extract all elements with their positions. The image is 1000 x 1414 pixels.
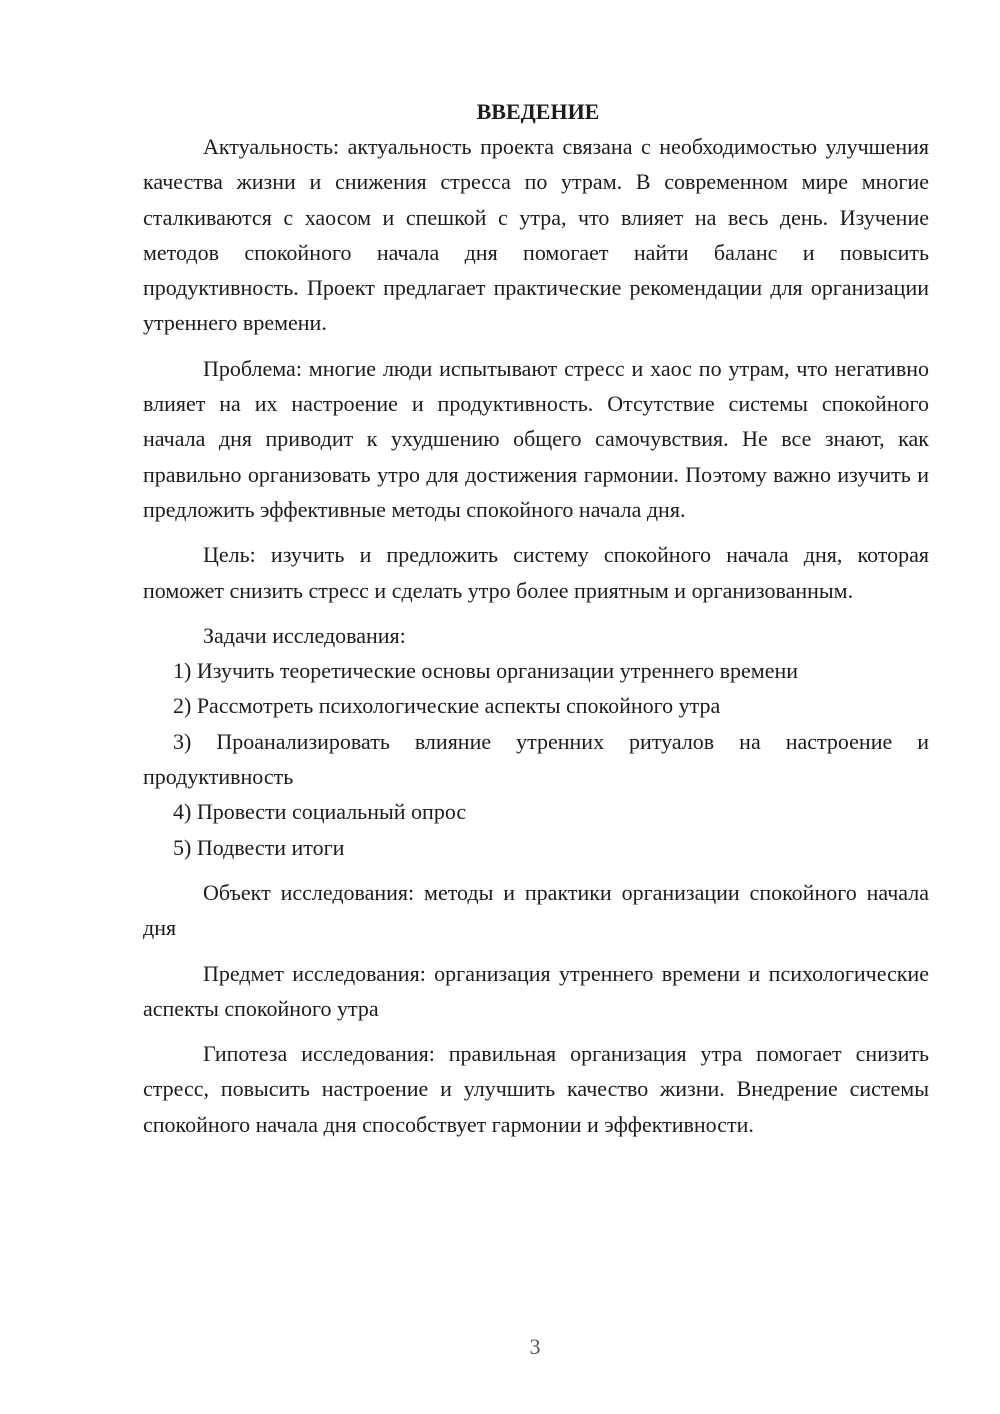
goal-paragraph: Цель: изучить и предложить систему спокойного начала дня, которая поможет снизить стресс и сделать утро более приятным и организованным. <box>143 542 929 603</box>
task-item-4: 4) Провести социальный опрос <box>173 799 467 825</box>
task-item-2: 2) Рассмотреть психологические аспекты спокойного утра <box>173 693 721 719</box>
task-item-1: 1) Изучить теоретические основы организации утреннего времени <box>173 658 799 684</box>
task-item-3: 3) Проанализировать влияние утренних ритуалов на настроение и продуктивность <box>143 728 929 790</box>
page-number: 3 <box>529 1334 541 1359</box>
hypothesis-paragraph: Гипотеза исследования: правильная организация утра помогает снизить стресс, повысить настроение и улучшить качество жизни. Внедрение системы спокойного начала дня способствует гармонии и эффективности. <box>143 1041 929 1137</box>
task-item-5: 5) Подвести итоги <box>173 834 345 860</box>
relevance-paragraph: Актуальность: актуальность проекта связана с необходимостью улучшения качества жизни и снижения стресса по утрам. В современном мире многие сталкиваются с хаосом и спешкой с утра, что влияет на весь день. Изучение методов спокойного начала дня помогает найти баланс и повысить продуктивность. Проект предлагает практические рекомендации для организации утреннего времени. <box>143 134 929 336</box>
page-content <box>143 94 929 1142</box>
problem-paragraph: Проблема: многие люди испытывают стресс и хаос по утрам, что негативно влияет на их настроение и продуктивность. Отсутствие системы спокойного начала дня приводит к ухудшению общего самочувствия. Не все знают, как правильно организовать утро для достижения гармонии. Поэтому важно изучить и предложить эффективные методы спокойного начала дня. <box>143 355 929 522</box>
section-heading: ВВЕДЕНИЕ <box>476 99 600 124</box>
subject-paragraph: Предмет исследования: организация утреннего времени и психологические аспекты спокойного утра <box>143 960 929 1021</box>
tasks-heading: Задачи исследования: <box>203 622 406 648</box>
object-paragraph: Объект исследования: методы и практики организации спокойного начала дня <box>143 879 929 941</box>
